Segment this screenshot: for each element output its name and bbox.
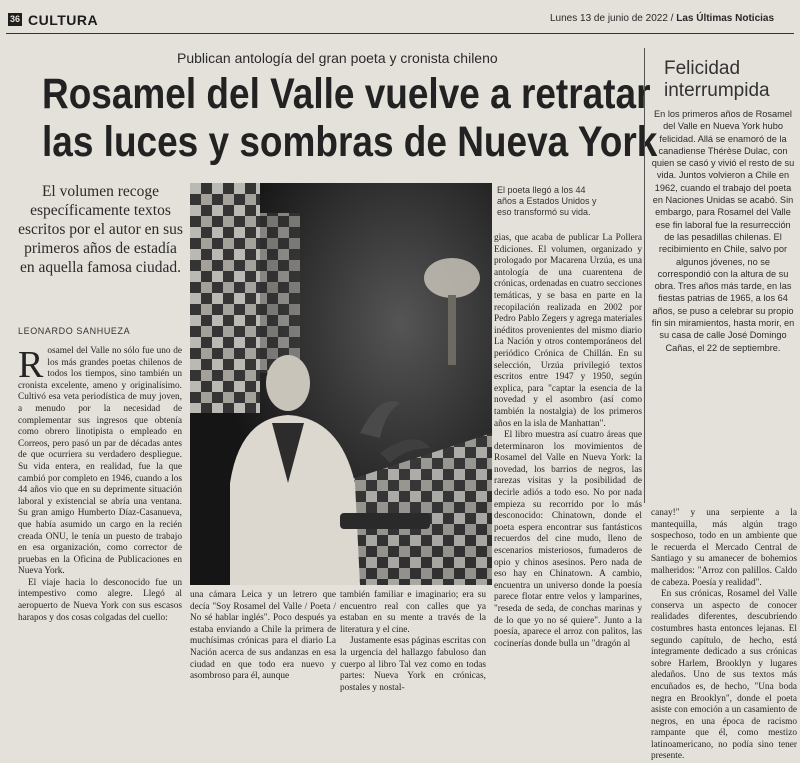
article-paragraph: En sus crónicas, Rosamel del Valle conserva un aspecto de conocer realidades diferentes, descubriendo costumbres hasta entonces lejanas. El segundo capítulo, de hecho, está íntegramente dedicado a sus crónicas sobre Harlem, Brooklyn y lugares aledaños. Uno de sus textos más encuñados es, de hecho, "Una boda negra en Brooklyn", donde el poeta asiste con emoción a un casamiento de negros, en una época de racismo rampante que él, como mestizo latinoamericano, no podía sino tener presente. xyxy=(651,589,797,762)
article-paragraph: Justamente esas páginas escritas con la urgencia del hallazgo fabuloso dan cuerpo al libro Tal vez como en todas partes: Nueva York en crónicas, postales y nostal- xyxy=(340,636,486,693)
article-paragraph: canay!" y una serpiente a la mantequilla, más algún trago sospechoso, todo en un ambiente que le recuerda el Mercado Central de Santiago y su amanecer de bohemios malheridos: "Arroz con palillos. Caldo de cabeza. Poesía y realidad". xyxy=(651,508,797,588)
article-headline xyxy=(42,70,658,166)
article-summary: El volumen recoge específicamente textos escritos por el autor en sus primeros años de estadía en aquella famosa ciudad. xyxy=(18,183,183,276)
photo-caption: El poeta llegó a los 44 años a Estados Unidos y eso transformó su vida. xyxy=(497,185,597,217)
article-kicker: Publican antología del gran poeta y cronista chileno xyxy=(177,50,498,66)
article-paragraph xyxy=(18,346,182,578)
article-paragraph: El libro muestra así cuatro áreas que determinaron los movimientos de Rosamel del Valle en Nueva York: la novedad, los barrios de negros, las rarezas visitas y la posibilidad de decirle adiós a todo eso. No por nada empieza su recorrido por lo más desconocido: Chinatown, donde el poeta espera encontrar sus fantásticos recuerdos del cine mudo, lleno de escenarios misteriosos, fumaderos de opio y chinos asesinos. Pero nada de eso hay en Chinatown. A cambio, encuentra un universo donde la poesía parece flotar entre velos y lamparines, "reseda de seda, de conchas marinas y de lo que yo no sé quiere". Junto a la poesía, aparece el arroz con palitos, las cocinerías donde bulla un "dragón al xyxy=(494,430,642,649)
byline: LEONARDO SANHUEZA xyxy=(18,326,131,336)
page-number-logo: 36 xyxy=(9,14,20,24)
article-paragraph: gias, que acaba de publicar La Pollera Ediciones. El volumen, organizado y prologado por Macarena Urzúa, es una antología de una cuarentena de crónicas, ordenadas en cuatro secciones temáticas, y se basa en parte en la recopilación realizada en 2002 por Pedro Pablo Zegers y agrega materiales inéditos provenientes del mismo diario La Nación y otros contemporáneos del periódico Crónica de Chillán. En su selección, Urzúa privilegió textos escritos entre 1947 y 1950, según explica, para "captar la esencia de la novedad y el asombro (así como también la nostalgia) de los primeros años en la isla de Manhattan". xyxy=(494,233,642,429)
sidebar-title: Felicidad interrumpida xyxy=(664,58,770,101)
sidebar-body: En los primeros años de Rosamel del Valle en Nueva York hubo felicidad. Allá se enamoró de la canadiense Thérèse Dulac, con quien se casó y vivió el resto de su vida. Juntos volvieron a Chile en 1962, cuando el trabajo del poeta en Naciones Unidas se acabó. Sin embargo, para Rosamel del Valle ese fin laboral fue la resurrección de las pesadillas chilenas. El recibimiento en Chile, salvo por algunos jóvenes, no se correspondió con la altura de su obra. Tres años más tarde, en las fiestas patrias de 1965, a los 64 años, se puso a celebrar su propio fin sin miramientos, hasta morir, en su casa de calle José Domingo Cañas, el 22 de septiembre. xyxy=(651,109,795,353)
article-column-2 xyxy=(190,590,336,698)
article-column-5 xyxy=(651,508,797,762)
sidebar-rule xyxy=(644,48,645,503)
article-paragraph: una cámara Leica y un letrero que decía "Soy Rosamel del Valle / Poeta / No sé hablar inglés". Poco después ya estaba enviando a Chile la primera de muchísimas crónicas para el diario La Nación acerca de sus andanzas en esa ciudad en que todo era nuevo y asombroso para él, aunque xyxy=(190,590,336,682)
article-paragraph: también familiar e imaginario; era su encuentro real con calles que ya estaban en su mente a través de la literatura y el cine. xyxy=(340,590,486,635)
paragraph-text: osamel del Valle no sólo fue uno de los más grandes poetas chilenos de todos los tiempos, sino también un cronista excelente, ameno y originalísimo. Cultivó esa veta periodística de muy joven, a menudo por la necesidad de complementar sus ingresos que obtenía como obrero linotipista o empleado en Correos, pero pasó un par de décadas antes de que ocurriera su verdadero despliegue. Su vida entera, en realidad, fue la que cambió por completo en 1946, cuando a los 44 años vio que en su deprimente situación laboral y existencial se abría una ventana. Su gran amigo Humberto Díaz-Casanueva, que había asumido un cargo en la recién creada ONU, le tenía un puesto de trabajo en esa organización, como corrector de pruebas en la Oficina de Publicaciones en Nueva York. xyxy=(18,346,182,577)
section-title: CULTURA xyxy=(28,12,99,28)
newspaper-name: Las Últimas Noticias xyxy=(676,13,775,24)
poet-photo xyxy=(190,183,492,585)
dateline xyxy=(550,13,774,24)
headline-line-1: Rosamel del Valle vuelve a retratar xyxy=(42,70,651,118)
poet-photo-image xyxy=(190,183,492,585)
headline-line-2: las luces y sombras de Nueva York xyxy=(42,118,658,166)
header-rule xyxy=(6,33,794,34)
article-paragraph: El viaje hacia lo desconocido fue un intempestivo como alegre. Llegó al aeropuerto de Nueva York con sus escasos harapos y dos cosas colgadas del cuello: xyxy=(18,577,182,623)
article-column-3 xyxy=(340,590,486,698)
article-column-1 xyxy=(18,346,182,698)
date-text: Lunes 13 de junio de 2022 / xyxy=(550,13,677,24)
article-column-4 xyxy=(494,233,642,698)
drop-cap: R xyxy=(18,344,44,386)
